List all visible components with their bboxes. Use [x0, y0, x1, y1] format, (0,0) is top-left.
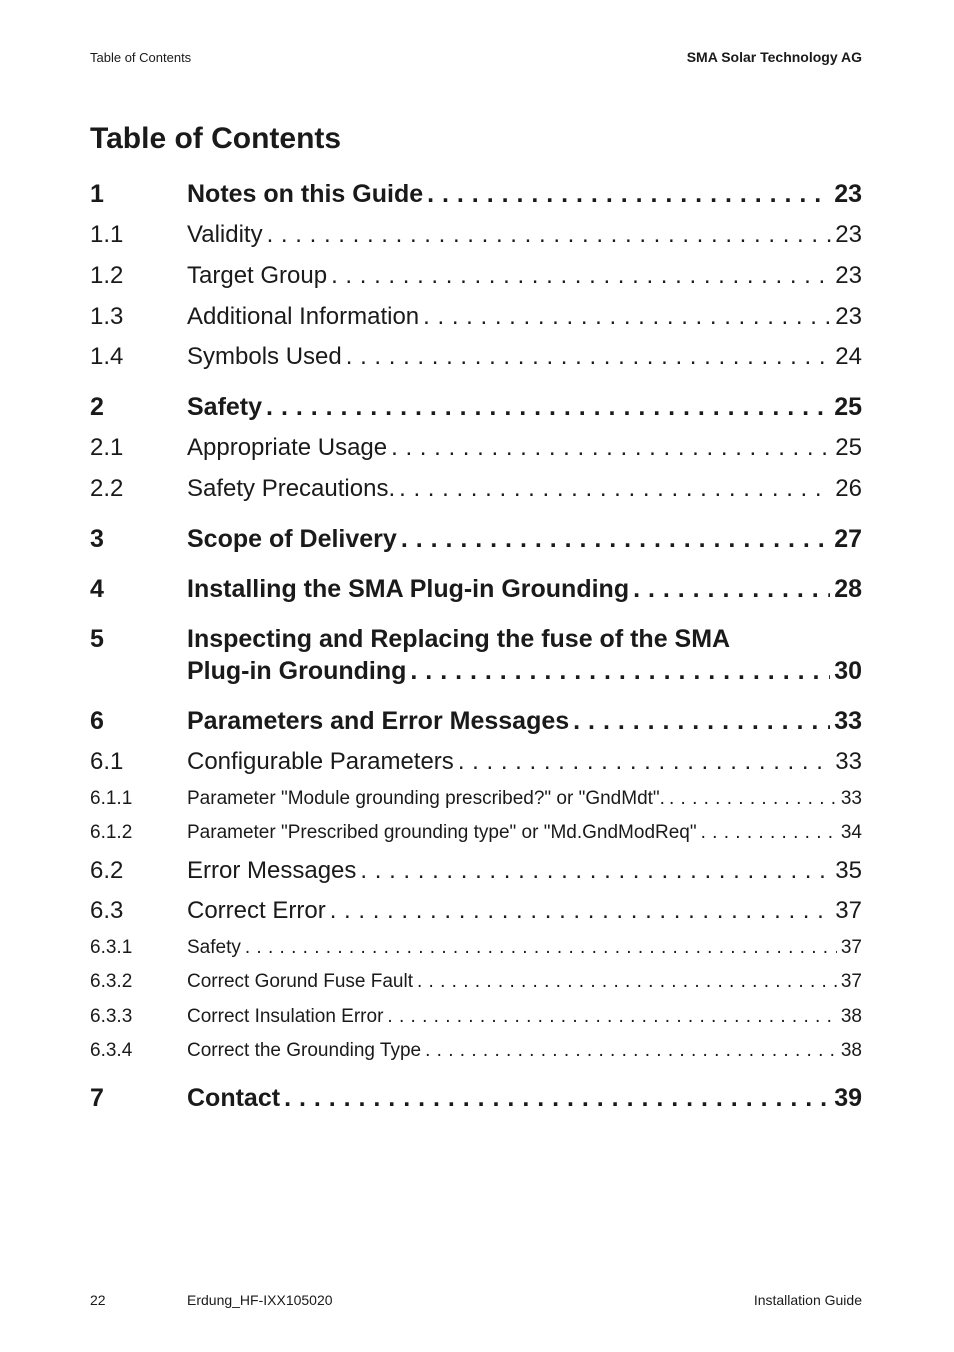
toc-number: 2	[90, 393, 104, 421]
toc-page: 27	[834, 525, 862, 553]
dot-leader	[669, 788, 837, 810]
dot-leader	[573, 707, 830, 736]
toc-number: 6.1.1	[90, 788, 133, 809]
toc-entry-6-1-1[interactable]	[90, 788, 862, 810]
toc-text: Target Group	[187, 262, 328, 289]
toc-number: 1.3	[90, 303, 124, 330]
toc-entry-7[interactable]	[90, 1084, 862, 1113]
toc-entry-2-1[interactable]	[90, 434, 862, 462]
toc-page: 38	[840, 1006, 862, 1027]
toc-number: 6.1	[90, 748, 124, 775]
toc-number: 3	[90, 525, 104, 553]
toc-text: Error Messages	[187, 857, 357, 884]
toc-page: 24	[835, 343, 862, 370]
toc-number: 4	[90, 575, 104, 603]
toc-text: Additional Information	[187, 303, 420, 330]
dot-leader	[267, 221, 832, 249]
toc-text: Configurable Parameters	[187, 748, 454, 775]
footer-doc-id: Erdung_HF-IXX105020	[187, 1292, 333, 1308]
toc-entry-1-3[interactable]	[90, 303, 862, 331]
dot-leader	[266, 393, 830, 422]
dot-leader	[410, 657, 830, 686]
dot-leader	[458, 748, 831, 776]
dot-leader	[284, 1084, 830, 1113]
toc-text-line1: Inspecting and Replacing the fuse of the SMA	[187, 625, 731, 653]
toc-page: 25	[835, 434, 862, 461]
dot-leader	[391, 434, 831, 462]
toc-number: 6.3.1	[90, 937, 133, 958]
toc-page: 34	[840, 822, 862, 843]
toc-entry-6-3-1[interactable]	[90, 937, 862, 959]
toc-text: Plug-in Grounding	[187, 657, 407, 685]
toc-number: 1.1	[90, 221, 124, 248]
toc-page: 23	[835, 221, 862, 248]
toc-entry-6-1-2[interactable]	[90, 822, 862, 844]
toc-number: 2.2	[90, 475, 124, 502]
toc-text: Parameter "Module grounding prescribed?" or "GndMdt".	[187, 788, 665, 809]
dot-leader	[346, 343, 832, 371]
toc-page: 35	[835, 857, 862, 884]
toc-number: 6	[90, 707, 104, 735]
toc-entry-1-2[interactable]	[90, 262, 862, 290]
toc-entry-4[interactable]	[90, 575, 862, 604]
toc-text: Safety Precautions.	[187, 475, 396, 502]
dot-leader	[331, 262, 831, 290]
toc-number: 1.2	[90, 262, 124, 289]
header-company: SMA Solar Technology AG	[686, 49, 862, 65]
toc-text: Symbols Used	[187, 343, 342, 370]
dot-leader	[417, 971, 837, 993]
dot-leader	[360, 857, 831, 885]
toc-page: 23	[834, 180, 862, 208]
toc-entry-3[interactable]	[90, 525, 862, 554]
toc-number: 1	[90, 180, 104, 208]
toc-text: Notes on this Guide	[187, 180, 424, 208]
toc-list	[90, 0, 862, 1200]
toc-page: 37	[840, 937, 862, 958]
dot-leader	[399, 475, 831, 503]
dot-leader	[701, 822, 837, 844]
dot-leader	[427, 180, 830, 209]
page-title: Table of Contents	[90, 122, 342, 155]
toc-page: 26	[835, 475, 862, 502]
toc-number: 6.3.2	[90, 971, 133, 992]
dot-leader	[423, 303, 831, 331]
toc-entry-6[interactable]	[90, 707, 862, 736]
toc-number: 7	[90, 1084, 104, 1112]
toc-entry-2[interactable]	[90, 393, 862, 422]
dot-leader	[330, 897, 832, 925]
dot-leader	[633, 575, 830, 604]
toc-text: Contact	[187, 1084, 281, 1112]
toc-page: 37	[835, 897, 862, 924]
toc-page: 33	[840, 788, 862, 809]
toc-number: 6.1.2	[90, 822, 133, 843]
toc-page: 25	[834, 393, 862, 421]
toc-entry-1-4[interactable]	[90, 343, 862, 371]
toc-number: 6.3.4	[90, 1040, 133, 1061]
dot-leader	[401, 525, 830, 554]
toc-page: 33	[835, 748, 862, 775]
toc-text: Validity	[187, 221, 263, 248]
toc-number: 6.3.3	[90, 1006, 133, 1027]
footer-doc-type: Installation Guide	[753, 1292, 862, 1308]
toc-entry-6-3-2[interactable]	[90, 971, 862, 993]
toc-text: Correct Error	[187, 897, 326, 924]
toc-text: Safety	[187, 393, 263, 421]
toc-entry-1[interactable]	[90, 180, 862, 209]
toc-text: Correct Insulation Error	[187, 1006, 384, 1027]
header-section: Table of Contents	[90, 50, 192, 65]
toc-entry-6-3-3[interactable]	[90, 1006, 862, 1028]
toc-text: Scope of Delivery	[187, 525, 397, 553]
toc-text: Appropriate Usage	[187, 434, 388, 461]
toc-page: 30	[834, 657, 862, 685]
toc-number: 2.1	[90, 434, 124, 461]
footer-page-number: 22	[90, 1292, 106, 1308]
toc-page: 33	[834, 707, 862, 735]
toc-page: 23	[835, 262, 862, 289]
toc-entry-5-line1[interactable]	[90, 625, 862, 654]
dot-leader	[245, 937, 837, 959]
toc-entry-2-2[interactable]	[90, 475, 862, 503]
toc-text: Correct the Grounding Type	[187, 1040, 422, 1061]
toc-entry-1-1[interactable]	[90, 221, 862, 249]
toc-entry-5[interactable]	[90, 657, 862, 686]
toc-text: Safety	[187, 937, 241, 958]
dot-leader	[387, 1006, 836, 1028]
toc-number: 6.3	[90, 897, 124, 924]
toc-page: 28	[834, 575, 862, 603]
toc-text: Installing the SMA Plug-in Grounding	[187, 575, 630, 603]
toc-text: Correct Gorund Fuse Fault	[187, 971, 413, 992]
toc-page: 37	[840, 971, 862, 992]
toc-entry-6-3-4[interactable]	[90, 1040, 862, 1062]
toc-page: 38	[840, 1040, 862, 1061]
toc-entry-6-3[interactable]	[90, 897, 862, 925]
toc-text: Parameter "Prescribed grounding type" or "Md.GndModReq"	[187, 822, 697, 843]
toc-entry-6-2[interactable]	[90, 857, 862, 885]
dot-leader	[425, 1040, 837, 1062]
toc-number: 6.2	[90, 857, 124, 884]
toc-number: 5	[90, 625, 104, 653]
toc-text: Parameters and Error Messages	[187, 707, 570, 735]
toc-page: 39	[834, 1084, 862, 1112]
toc-number: 1.4	[90, 343, 124, 370]
toc-page: 23	[835, 303, 862, 330]
toc-entry-6-1[interactable]	[90, 748, 862, 776]
